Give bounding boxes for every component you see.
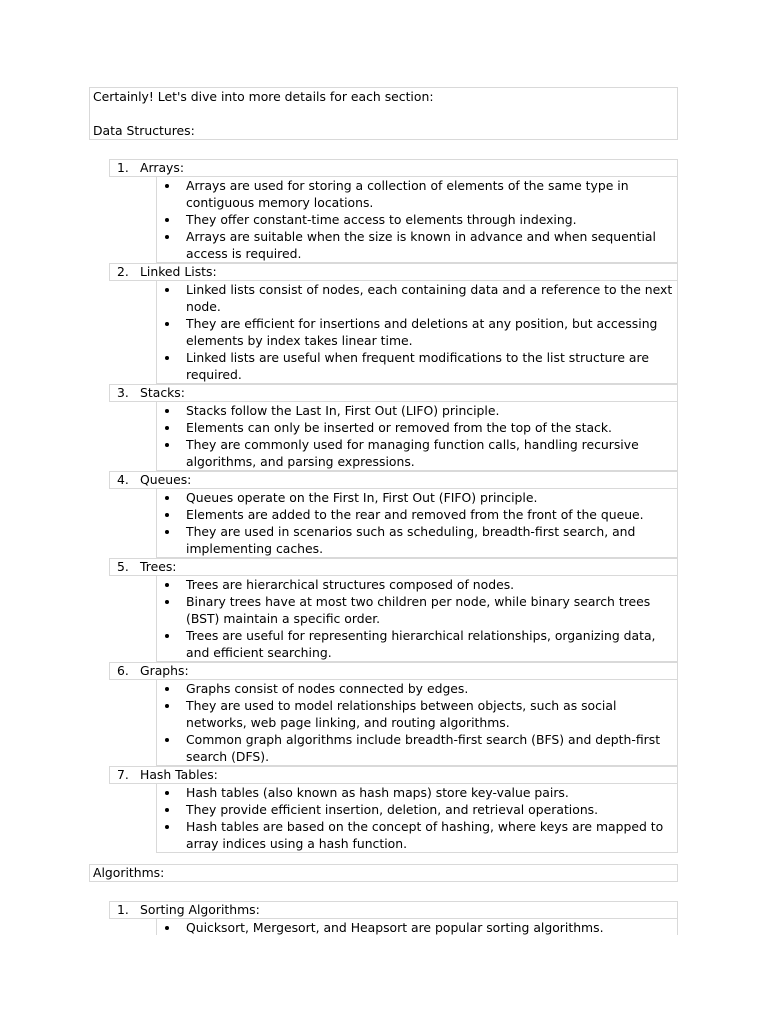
item-title: Trees:: [140, 559, 177, 574]
item-title: Graphs:: [140, 663, 189, 678]
item-number: 5.: [117, 559, 129, 574]
bullet-dot-icon: [165, 738, 169, 742]
section-heading-data-structures: Data Structures:: [93, 123, 195, 138]
numbered-item: [109, 901, 678, 919]
bullet-dot-icon: [165, 583, 169, 587]
bullet-list: [156, 281, 678, 384]
bullet-dot-icon: [165, 808, 169, 812]
item-title: Arrays:: [140, 160, 185, 175]
bullet-item: [157, 680, 677, 697]
bullet-list: [156, 784, 678, 853]
bullet-item: [157, 801, 677, 818]
bullet-dot-icon: [165, 496, 169, 500]
item-title: Queues:: [140, 472, 192, 487]
bullet-dot-icon: [165, 687, 169, 691]
item-title: Stacks:: [140, 385, 185, 400]
intro-text: Certainly! Let's dive into more details for each section:: [93, 89, 434, 104]
bullet-text: Queues operate on the First In, First Out (FIFO) principle.: [186, 490, 538, 505]
bullet-item: [157, 489, 677, 506]
bullet-item: [157, 593, 677, 627]
numbered-item: [109, 662, 678, 680]
item-number: 7.: [117, 767, 129, 782]
bullet-dot-icon: [165, 184, 169, 188]
bullet-text: Linked lists consist of nodes, each containing data and a reference to the next node.: [186, 282, 673, 314]
bullet-text: They are efficient for insertions and deletions at any position, but accessing elements by index takes linear time.: [186, 316, 658, 348]
bullet-text: Hash tables (also known as hash maps) store key-value pairs.: [186, 785, 569, 800]
numbered-item: [109, 558, 678, 576]
bullet-text: Arrays are suitable when the size is known in advance and when sequential access is required.: [186, 229, 656, 261]
bullet-text: Linked lists are useful when frequent modifications to the list structure are required.: [186, 350, 649, 382]
bullet-dot-icon: [165, 426, 169, 430]
bullet-text: Graphs consist of nodes connected by edges.: [186, 681, 469, 696]
numbered-item: [109, 766, 678, 784]
bullet-item: [157, 627, 677, 661]
bullet-item: [157, 281, 677, 315]
section-heading-algorithms: Algorithms:: [93, 865, 165, 880]
item-title: Linked Lists:: [140, 264, 217, 279]
bullet-dot-icon: [165, 322, 169, 326]
item-number: 3.: [117, 385, 129, 400]
item-number: 1.: [117, 160, 129, 175]
bullet-text: Hash tables are based on the concept of hashing, where keys are mapped to array indices using a hash function.: [186, 819, 664, 851]
bullet-dot-icon: [165, 356, 169, 360]
bullet-dot-icon: [165, 513, 169, 517]
bullet-text: Stacks follow the Last In, First Out (LIFO) principle.: [186, 403, 500, 418]
bullet-dot-icon: [165, 443, 169, 447]
bullet-text: Elements are added to the rear and removed from the front of the queue.: [186, 507, 644, 522]
bullet-text: Elements can only be inserted or removed from the top of the stack.: [186, 420, 612, 435]
bullet-item: [157, 818, 677, 852]
bullet-text: They offer constant-time access to elements through indexing.: [186, 212, 577, 227]
bullet-dot-icon: [165, 288, 169, 292]
bullet-item: [157, 697, 677, 731]
bullet-text: They are used to model relationships between objects, such as social networks, web page linking, and routing algorithms.: [186, 698, 617, 730]
bullet-list: [156, 919, 678, 935]
bullet-item: [157, 402, 677, 419]
numbered-item: [109, 263, 678, 281]
bullet-dot-icon: [165, 926, 169, 930]
bullet-dot-icon: [165, 825, 169, 829]
bullet-item: [157, 349, 677, 383]
bullet-item: [157, 211, 677, 228]
bullet-item: [157, 228, 677, 262]
item-title: Sorting Algorithms:: [140, 902, 260, 917]
numbered-item: [109, 159, 678, 177]
bullet-text: Trees are useful for representing hierarchical relationships, organizing data, and efficient searching.: [186, 628, 656, 660]
bullet-dot-icon: [165, 600, 169, 604]
bullet-item: [157, 919, 677, 935]
algorithms-heading-box: [89, 864, 678, 882]
bullet-text: They provide efficient insertion, deletion, and retrieval operations.: [186, 802, 599, 817]
bullet-item: [157, 784, 677, 801]
bullet-item: [157, 315, 677, 349]
bullet-item: [157, 177, 677, 211]
bullet-item: [157, 506, 677, 523]
bullet-dot-icon: [165, 218, 169, 222]
bullet-dot-icon: [165, 409, 169, 413]
bullet-list: [156, 402, 678, 471]
bullet-item: [157, 576, 677, 593]
item-number: 6.: [117, 663, 129, 678]
intro-box: [89, 87, 678, 140]
bullet-text: Arrays are used for storing a collection of elements of the same type in contiguous memory locations.: [186, 178, 629, 210]
bullet-list: [156, 576, 678, 662]
bullet-item: [157, 523, 677, 557]
bullet-list: [156, 680, 678, 766]
data-structures-list: [109, 159, 678, 853]
numbered-item: [109, 471, 678, 489]
bullet-text: Binary trees have at most two children per node, while binary search trees (BST) maintain a specific order.: [186, 594, 651, 626]
item-number: 2.: [117, 264, 129, 279]
item-number: 1.: [117, 902, 129, 917]
bullet-item: [157, 731, 677, 765]
bullet-text: Common graph algorithms include breadth-first search (BFS) and depth-first search (DFS).: [186, 732, 661, 764]
bullet-list: [156, 177, 678, 263]
bullet-dot-icon: [165, 235, 169, 239]
bullet-dot-icon: [165, 530, 169, 534]
bullet-text: Trees are hierarchical structures composed of nodes.: [186, 577, 515, 592]
bullet-text: Quicksort, Mergesort, and Heapsort are popular sorting algorithms.: [186, 920, 604, 935]
bullet-dot-icon: [165, 791, 169, 795]
bullet-dot-icon: [165, 704, 169, 708]
algorithms-list: [109, 901, 678, 935]
bullet-text: They are used in scenarios such as scheduling, breadth-first search, and implementing caches.: [186, 524, 636, 556]
bullet-item: [157, 419, 677, 436]
item-title: Hash Tables:: [140, 767, 218, 782]
bullet-list: [156, 489, 678, 558]
bullet-dot-icon: [165, 634, 169, 638]
bullet-item: [157, 436, 677, 470]
bullet-text: They are commonly used for managing function calls, handling recursive algorithms, and parsing expressions.: [186, 437, 639, 469]
numbered-item: [109, 384, 678, 402]
item-number: 4.: [117, 472, 129, 487]
